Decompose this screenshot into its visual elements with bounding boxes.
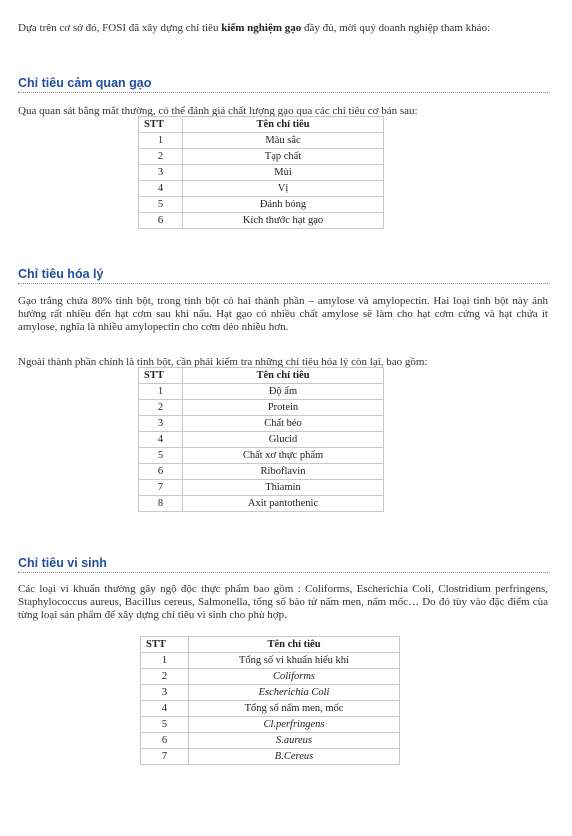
criteria-name-cell: Protein xyxy=(183,400,384,416)
table-row xyxy=(141,685,400,701)
table-row xyxy=(141,653,400,669)
table-row xyxy=(141,749,400,765)
criteria-name-cell: Độ ẩm xyxy=(183,384,384,400)
table-row xyxy=(139,432,384,448)
row-number-cell: 2 xyxy=(139,400,183,416)
table-row xyxy=(139,416,384,432)
row-number-cell: 1 xyxy=(139,384,183,400)
criteria-name-cell: Tạp chất xyxy=(183,149,384,165)
row-number-cell: 1 xyxy=(141,653,189,669)
intro-bold-text: kiểm nghiệm gạo xyxy=(221,22,302,34)
criteria-name-cell: Tổng số vi khuẩn hiếu khí xyxy=(189,653,400,669)
table-row xyxy=(139,496,384,512)
table-row xyxy=(139,197,384,213)
table-row xyxy=(139,400,384,416)
table-row xyxy=(141,669,400,685)
criteria-name-cell: Chất xơ thực phẩm xyxy=(183,448,384,464)
criteria-name-cell: Thiamin xyxy=(183,480,384,496)
table-row xyxy=(139,384,384,400)
table-row xyxy=(141,701,400,717)
row-number-cell: 5 xyxy=(139,448,183,464)
table-row xyxy=(139,149,384,165)
stt-header: STT xyxy=(141,637,189,653)
row-number-cell: 6 xyxy=(141,733,189,749)
sensory-paragraph: Qua quan sát bằng mắt thường, có thể đánh giá chất lượng gạo qua các chỉ tiêu cơ bản sau: xyxy=(18,105,418,117)
microbiology-criteria-table xyxy=(140,636,400,765)
row-number-cell: 3 xyxy=(141,685,189,701)
table-row xyxy=(139,480,384,496)
intro-text-end: đầy đủ, mời quý doanh nghiệp tham khảo: xyxy=(301,22,491,34)
intro-paragraph xyxy=(18,22,548,35)
row-number-cell: 5 xyxy=(141,717,189,733)
criteria-name-cell: Màu sắc xyxy=(183,133,384,149)
table-row xyxy=(139,165,384,181)
criteria-name-cell: Coliforms xyxy=(189,669,400,685)
criteria-name-cell: Escherichia Coli xyxy=(189,685,400,701)
row-number-cell: 7 xyxy=(139,480,183,496)
row-number-cell: 1 xyxy=(139,133,183,149)
row-number-cell: 7 xyxy=(141,749,189,765)
criteria-name-cell: Chất béo xyxy=(183,416,384,432)
table-row xyxy=(141,717,400,733)
criteria-name-cell: Riboflavin xyxy=(183,464,384,480)
criteria-name-header: Tên chỉ tiêu xyxy=(189,637,400,653)
criteria-name-cell: Cl.perfringens xyxy=(189,717,400,733)
table-row xyxy=(139,213,384,229)
criteria-name-header: Tên chỉ tiêu xyxy=(183,117,384,133)
criteria-name-cell: Kích thước hạt gạo xyxy=(183,213,384,229)
row-number-cell: 4 xyxy=(139,432,183,448)
row-number-cell: 2 xyxy=(141,669,189,685)
stt-header: STT xyxy=(139,117,183,133)
section-heading-physicochemical: Chỉ tiêu hóa lý xyxy=(18,267,548,284)
stt-header: STT xyxy=(139,368,183,384)
row-number-cell: 8 xyxy=(139,496,183,512)
row-number-cell: 6 xyxy=(139,464,183,480)
criteria-name-cell: Mùi xyxy=(183,165,384,181)
table-row xyxy=(139,133,384,149)
table-header-row xyxy=(139,368,384,384)
criteria-name-header: Tên chỉ tiêu xyxy=(183,368,384,384)
table-row xyxy=(139,181,384,197)
table-row xyxy=(141,733,400,749)
sensory-criteria-table xyxy=(138,116,384,229)
row-number-cell: 5 xyxy=(139,197,183,213)
criteria-name-cell: Glucid xyxy=(183,432,384,448)
row-number-cell: 4 xyxy=(141,701,189,717)
microbiology-paragraph: Các loại vi khuẩn thường gây ngộ độc thực phẩm bao gồm : Coliforms, Escherichia Coli, Clostridium perfringens, Staphylococcus aureus, Bacillus cereus, Salmonella, tổng số bào tử nấm men, nấm mốc… Do đó tùy vào đặc điểm của từng loại sản phẩm để xây dựng chỉ tiêu vi sinh cho phù hợp. xyxy=(18,583,548,621)
table-header-row xyxy=(141,637,400,653)
physicochemical-paragraph-1: Gạo trắng chứa 80% tinh bột, trong tinh bột có hai thành phần – amylose và amylopectin. Hai loại tinh bột này ảnh hưởng rất nhiều đến hạt cơm sau khi nấu. Hạt gạo có nhiều chất amylose sẽ làm cho hạt cơm cứng và hạt chứa ít amylose, nghĩa là nhiều amylopectin cho cơm dẻo nhiều hơn. xyxy=(18,295,548,333)
row-number-cell: 4 xyxy=(139,181,183,197)
criteria-name-cell: Vị xyxy=(183,181,384,197)
criteria-name-cell: S.aureus xyxy=(189,733,400,749)
table-row xyxy=(139,448,384,464)
table-header-row xyxy=(139,117,384,133)
table-row xyxy=(139,464,384,480)
section-heading-sensory: Chỉ tiêu cảm quan gạo xyxy=(18,76,548,93)
physicochemical-criteria-table xyxy=(138,367,384,512)
criteria-name-cell: Axit pantothenic xyxy=(183,496,384,512)
row-number-cell: 3 xyxy=(139,165,183,181)
criteria-name-cell: Tổng số nấm men, mốc xyxy=(189,701,400,717)
section-heading-microbiology: Chỉ tiêu vi sinh xyxy=(18,556,548,573)
intro-text: Dựa trên cơ sở đó, FOSI đã xây dựng chỉ tiêu xyxy=(18,22,222,34)
row-number-cell: 3 xyxy=(139,416,183,432)
row-number-cell: 6 xyxy=(139,213,183,229)
criteria-name-cell: Đánh bóng xyxy=(183,197,384,213)
criteria-name-cell: B.Cereus xyxy=(189,749,400,765)
physicochemical-paragraph-2: Ngoài thành phần chính là tinh bột, cần phải kiểm tra những chỉ tiêu hóa lý còn lại, bao gồm: xyxy=(18,356,428,368)
row-number-cell: 2 xyxy=(139,149,183,165)
